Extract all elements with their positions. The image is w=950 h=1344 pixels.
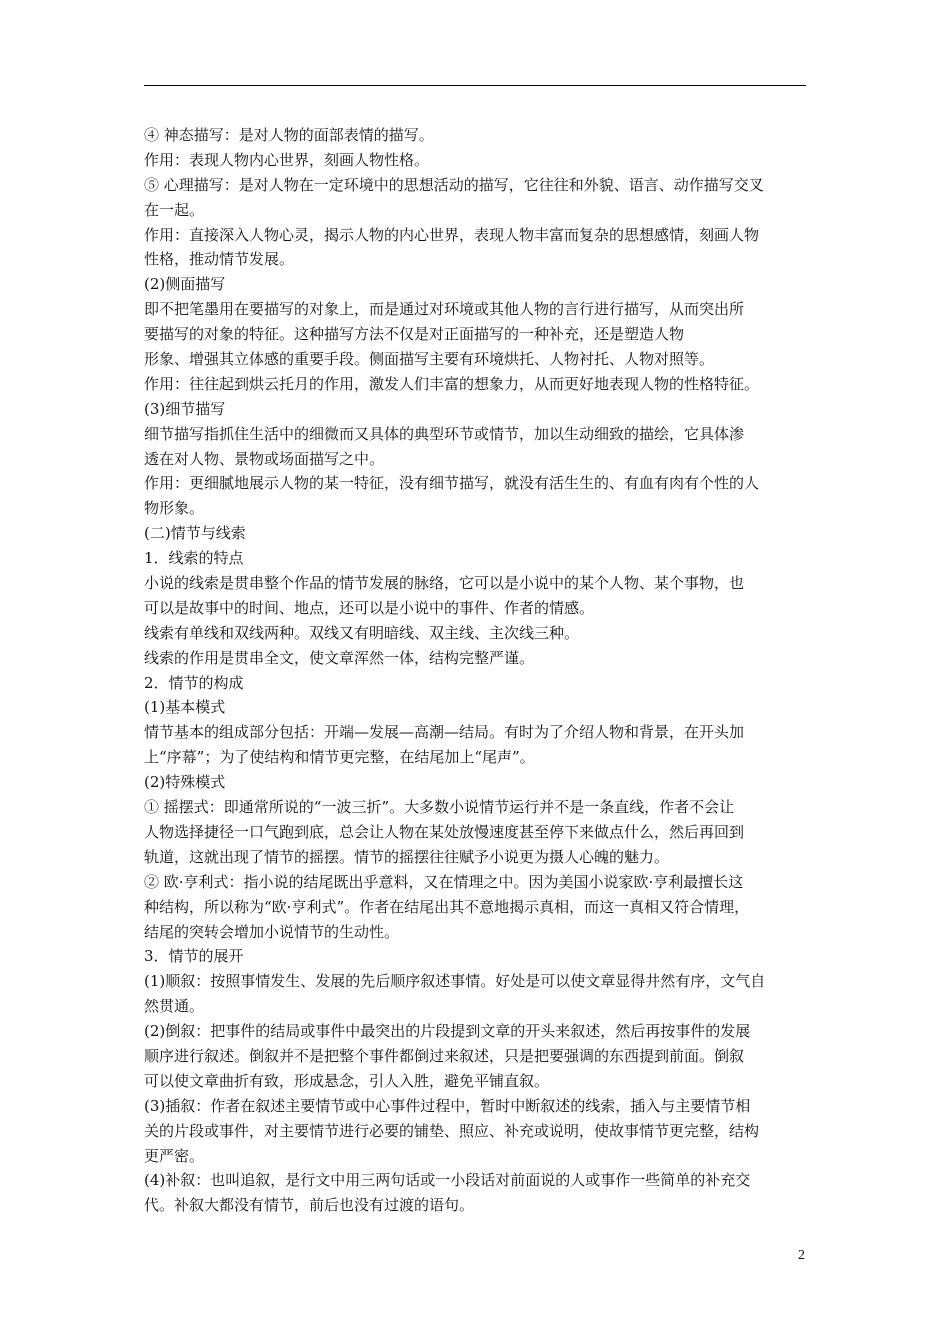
text-line: (2)倒叙：把事件的结局或事件中最突出的片段提到文章的开头来叙述，然后再按事件的发展 (144, 1022, 751, 1041)
text-line: 小说的线索是贯串整个作品的情节发展的脉络，它可以是小说中的某个人物、某个事物，也 (144, 574, 745, 593)
text-line: 作用：直接深入人物心灵，揭示人物的内心世界，表现人物丰富而复杂的思想感情，刻画人物 (144, 225, 760, 244)
text-line: 形象、增强其立体感的重要手段。侧面描写主要有环境烘托、人物衬托、人物对照等。 (144, 350, 715, 369)
text-line: 人物选择捷径一口气跑到底，总会让人物在某处放慢速度甚至停下来做点什么，然后再回到 (144, 822, 745, 841)
text-line: 顺序进行叙述。倒叙并不是把整个事件都倒过来叙述，只是把要强调的东西提到前面。倒叙 (144, 1046, 745, 1065)
text-line: 结尾的突转会增加小说情节的生动性。 (144, 922, 400, 941)
text-line: 可以是故事中的时间、地点，还可以是小说中的事件、作者的情感。 (144, 598, 595, 617)
text-line: 可以使文章曲折有致，形成悬念，引人入胜，避免平铺直叙。 (144, 1071, 550, 1090)
text-line: ① 摇摆式：即通常所说的“一波三折”。大多数小说情节运行并不是一条直线，作者不会让 (144, 798, 735, 817)
text-line: (1)顺叙：按照事情发生、发展的先后顺序叙述事情。好处是可以使文章显得井然有序，文气自 (144, 972, 766, 991)
text-line: (2)侧面描写 (144, 275, 226, 294)
text-line: 上“序幕”；为了使结构和情节更完整，在结尾加上“尾声”。 (144, 748, 535, 767)
text-line: ② 欧·亨利式：指小说的结尾既出乎意料，又在情理之中。因为美国小说家欧·亨利最擅长这 (144, 872, 744, 891)
text-line: 作用：往往起到烘云托月的作用，激发人们丰富的想象力，从而更好地表现人物的性格特征。 (144, 374, 760, 393)
text-line: 在一起。 (144, 200, 205, 219)
text-line: 细节描写指抓住生活中的细微而又具体的典型环节或情节，加以生动细致的描绘，它具体渗 (144, 424, 745, 443)
text-line: 然贯通。 (144, 997, 205, 1016)
text-line: (二)情节与线索 (144, 524, 246, 543)
text-line: (3)细节描写 (144, 399, 226, 418)
text-line: 更严密。 (144, 1146, 205, 1165)
text-line: 性格，推动情节发展。 (144, 250, 295, 269)
text-line: 作用：表现人物内心世界，刻画人物性格。 (144, 150, 430, 169)
text-line: ⑤ 心理描写：是对人物在一定环境中的思想活动的描写，它往往和外貌、语言、动作描写交叉 (144, 175, 764, 194)
text-line: 线索有单线和双线两种。双线又有明暗线、双主线、主次线三种。 (144, 623, 580, 642)
text-line: 即不把笔墨用在要描写的对象上，而是通过对环境或其他人物的言行进行描写，从而突出所 (144, 300, 745, 319)
text-line: 轨道，这就出现了情节的摇摆。情节的摇摆往往赋予小说更为摄人心魄的魅力。 (144, 847, 670, 866)
text-line: (4)补叙：也叫追叙，是行文中用三两句话或一小段话对前面说的人或事作一些简单的补充交 (144, 1171, 751, 1190)
text-line: 要描写的对象的特征。这种描写方法不仅是对正面描写的一种补充，还是塑造人物 (144, 325, 685, 344)
text-line: 2．情节的构成 (144, 673, 244, 692)
text-line: 作用：更细腻地展示人物的某一特征，没有细节描写，就没有活生生的、有血有肉有个性的人 (144, 474, 760, 493)
text-line: 情节基本的组成部分包括：开端—发展—高潮—结局。有时为了介绍人物和背景，在开头加 (144, 723, 745, 742)
text-line: (1)基本模式 (144, 698, 226, 717)
text-line: ④ 神态描写：是对人物的面部表情的描写。 (144, 126, 434, 144)
header-rule (144, 85, 806, 86)
text-line: 线索的作用是贯串全文，使文章浑然一体，结构完整严谨。 (144, 648, 535, 667)
page-number: 2 (798, 1248, 805, 1263)
text-line: 透在对人物、景物或场面描写之中。 (144, 449, 385, 468)
text-line: 种结构，所以称为“欧·亨利式”。作者在结尾出其不意地揭示真相，而这一真相又符合情理， (144, 897, 750, 916)
text-line: (2)特殊模式 (144, 773, 226, 792)
text-line: 物形象。 (144, 499, 205, 518)
text-line: 3．情节的展开 (144, 947, 244, 966)
text-line: 关的片段或事件，对主要情节进行必要的铺垫、照应、补充或说明，使故事情节更完整，结构 (144, 1121, 760, 1140)
text-line: 1．线索的特点 (144, 549, 244, 568)
text-line: (3)插叙：作者在叙述主要情节或中心事件过程中，暂时中断叙述的线索，插入与主要情节相 (144, 1096, 751, 1115)
page-body-text (144, 123, 806, 1218)
text-line: 代。补叙大都没有情节，前后也没有过渡的语句。 (144, 1196, 475, 1215)
